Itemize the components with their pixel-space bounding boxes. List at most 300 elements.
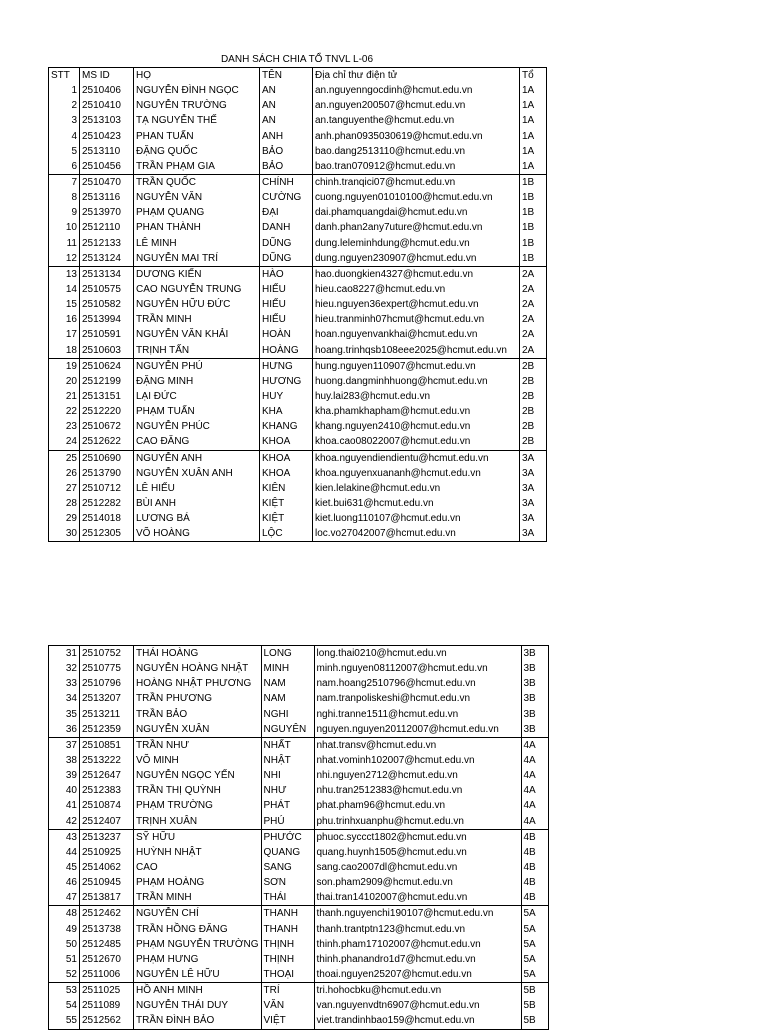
cell-ms-id: 2510945 xyxy=(80,875,134,890)
cell-stt: 51 xyxy=(49,952,80,967)
cell-email: nam.hoang2510796@hcmut.edu.vn xyxy=(314,676,521,691)
cell-ho: TRẦN NHƯ xyxy=(134,737,262,753)
cell-ten: PHÚ xyxy=(261,814,314,830)
cell-stt: 53 xyxy=(49,983,80,999)
cell-ten: ANH xyxy=(260,129,313,144)
cell-ten: THANH xyxy=(261,922,314,937)
cell-ms-id: 2510925 xyxy=(80,845,134,860)
cell-ho: TRẦN ĐÌNH BẢO xyxy=(134,1013,262,1029)
cell-email: viet.trandinhbao159@hcmut.edu.vn xyxy=(314,1013,521,1029)
header-email: Địa chỉ thư điện tử xyxy=(313,68,520,84)
table-row xyxy=(49,174,547,190)
cell-to: 1A xyxy=(520,113,547,128)
cell-ten: DŨNG xyxy=(260,251,313,267)
cell-ms-id: 2513970 xyxy=(80,205,134,220)
cell-ten: LỘC xyxy=(260,526,313,542)
cell-ms-id: 2510874 xyxy=(80,798,134,813)
cell-ten: NHẤT xyxy=(261,737,314,753)
table-row xyxy=(49,691,549,706)
cell-ho: TRẦN HỒNG ĐĂNG xyxy=(134,922,262,937)
cell-ten: SANG xyxy=(261,860,314,875)
cell-email: hoan.nguyenvankhai@hcmut.edu.vn xyxy=(313,327,520,342)
cell-email: kha.phamkhapham@hcmut.edu.vn xyxy=(313,404,520,419)
cell-email: nhat.vominh102007@hcmut.edu.vn xyxy=(314,753,521,768)
cell-ms-id: 2514062 xyxy=(80,860,134,875)
cell-to: 1B xyxy=(520,174,547,190)
cell-ho: PHẠM HOÀNG xyxy=(134,875,262,890)
cell-ten: NAM xyxy=(261,691,314,706)
cell-email: bao.dang2513110@hcmut.edu.vn xyxy=(313,144,520,159)
cell-email: chinh.tranqici07@hcmut.edu.vn xyxy=(313,174,520,190)
table-row xyxy=(49,722,549,738)
cell-email: cuong.nguyen01010100@hcmut.edu.vn xyxy=(313,190,520,205)
cell-ten: HÀO xyxy=(260,266,313,282)
cell-ten: THÁI xyxy=(261,890,314,906)
cell-ho: LẠI ĐỨC xyxy=(134,389,260,404)
cell-ho: PHẠM NGUYỄN TRƯỜNG xyxy=(134,937,262,952)
table-row xyxy=(49,983,549,999)
cell-ten: NGUYÊN xyxy=(261,722,314,738)
table-row xyxy=(49,998,549,1013)
header-ten: TÊN xyxy=(260,68,313,84)
cell-email: nghi.tranne1511@hcmut.edu.vn xyxy=(314,707,521,722)
cell-stt: 29 xyxy=(49,511,80,526)
cell-ho: PHAN TUẤN xyxy=(134,129,260,144)
header-to: Tổ xyxy=(520,68,547,84)
cell-ms-id: 2512562 xyxy=(80,1013,134,1029)
table-row xyxy=(49,374,547,389)
cell-ten: MINH xyxy=(261,661,314,676)
cell-stt: 52 xyxy=(49,967,80,983)
cell-stt: 32 xyxy=(49,661,80,676)
table-row xyxy=(49,753,549,768)
cell-to: 3A xyxy=(520,511,547,526)
cell-ms-id: 2510796 xyxy=(80,676,134,691)
cell-stt: 3 xyxy=(49,113,80,128)
cell-stt: 38 xyxy=(49,753,80,768)
cell-ten: HƯNG xyxy=(260,358,313,374)
cell-ms-id: 2513790 xyxy=(80,466,134,481)
roster-body-page-2 xyxy=(49,646,549,1030)
cell-ms-id: 2512462 xyxy=(80,906,134,922)
table-row xyxy=(49,922,549,937)
cell-ms-id: 2512647 xyxy=(80,768,134,783)
cell-ten: BẢO xyxy=(260,144,313,159)
cell-email: dung.leleminhdung@hcmut.edu.vn xyxy=(313,236,520,251)
cell-ho: NGUYỄN HOÀNG NHẬT xyxy=(134,661,262,676)
table-row xyxy=(49,220,547,235)
cell-ten: QUANG xyxy=(261,845,314,860)
cell-to: 3A xyxy=(520,450,547,466)
cell-email: hoang.trinhqsb108eee2025@hcmut.edu.vn xyxy=(313,343,520,359)
table-row xyxy=(49,251,547,267)
cell-stt: 44 xyxy=(49,845,80,860)
cell-email: khoa.nguyendiendientu@hcmut.edu.vn xyxy=(313,450,520,466)
cell-to: 5A xyxy=(521,937,548,952)
cell-to: 1A xyxy=(520,129,547,144)
cell-stt: 46 xyxy=(49,875,80,890)
cell-ms-id: 2510423 xyxy=(80,129,134,144)
cell-email: thanh.nguyenchi190107@hcmut.edu.vn xyxy=(314,906,521,922)
cell-email: phat.pham96@hcmut.edu.vn xyxy=(314,798,521,813)
cell-email: nguyen.nguyen20112007@hcmut.edu.vn xyxy=(314,722,521,738)
cell-ten: DŨNG xyxy=(260,236,313,251)
table-row xyxy=(49,646,549,662)
cell-email: hung.nguyen110907@hcmut.edu.vn xyxy=(313,358,520,374)
cell-ms-id: 2510712 xyxy=(80,481,134,496)
table-row xyxy=(49,389,547,404)
cell-email: minh.nguyen08112007@hcmut.edu.vn xyxy=(314,661,521,676)
cell-stt: 21 xyxy=(49,389,80,404)
cell-ho: TRẦN QUỐC xyxy=(134,174,260,190)
cell-email: an.nguyenngocdinh@hcmut.edu.vn xyxy=(313,83,520,98)
document-title: DANH SÁCH CHIA TỔ TNVL L-06 xyxy=(220,54,374,65)
cell-ms-id: 2510752 xyxy=(80,646,134,662)
cell-ho: PHẠM HƯNG xyxy=(134,952,262,967)
table-row xyxy=(49,783,549,798)
cell-ms-id: 2510591 xyxy=(80,327,134,342)
table-row xyxy=(49,906,549,922)
cell-email: thai.tran14102007@hcmut.edu.vn xyxy=(314,890,521,906)
cell-stt: 36 xyxy=(49,722,80,738)
cell-email: hieu.cao8227@hcmut.edu.vn xyxy=(313,282,520,297)
cell-ms-id: 2512670 xyxy=(80,952,134,967)
cell-to: 2B xyxy=(520,389,547,404)
cell-ms-id: 2510410 xyxy=(80,98,134,113)
header-stt: STT xyxy=(49,68,80,84)
cell-stt: 18 xyxy=(49,343,80,359)
cell-ten: KIỆT xyxy=(260,511,313,526)
cell-ms-id: 2514018 xyxy=(80,511,134,526)
cell-to: 5A xyxy=(521,906,548,922)
cell-email: phuoc.syccct1802@hcmut.edu.vn xyxy=(314,829,521,845)
cell-email: phu.trinhxuanphu@hcmut.edu.vn xyxy=(314,814,521,830)
cell-ms-id: 2512383 xyxy=(80,783,134,798)
cell-ten: SƠN xyxy=(261,875,314,890)
cell-to: 1A xyxy=(520,144,547,159)
cell-ho: CAO ĐĂNG xyxy=(134,434,260,450)
cell-stt: 34 xyxy=(49,691,80,706)
cell-ho: VÕ MINH xyxy=(134,753,262,768)
cell-ms-id: 2510406 xyxy=(80,83,134,98)
cell-stt: 5 xyxy=(49,144,80,159)
cell-to: 5B xyxy=(521,983,548,999)
cell-ho: BÙI ANH xyxy=(134,496,260,511)
table-row xyxy=(49,312,547,327)
cell-ho: NGUYỄN ANH xyxy=(134,450,260,466)
cell-ms-id: 2512110 xyxy=(80,220,134,235)
table-row xyxy=(49,814,549,830)
cell-stt: 47 xyxy=(49,890,80,906)
cell-email: son.pham2909@hcmut.edu.vn xyxy=(314,875,521,890)
cell-ho: HỒ ANH MINH xyxy=(134,983,262,999)
cell-email: nhat.transv@hcmut.edu.vn xyxy=(314,737,521,753)
cell-email: hieu.nguyen36expert@hcmut.edu.vn xyxy=(313,297,520,312)
cell-stt: 22 xyxy=(49,404,80,419)
cell-to: 3A xyxy=(520,466,547,481)
cell-ho: NGUYỄN PHÚ xyxy=(134,358,260,374)
cell-stt: 30 xyxy=(49,526,80,542)
cell-to: 2A xyxy=(520,297,547,312)
cell-ten: AN xyxy=(260,98,313,113)
cell-to: 2B xyxy=(520,374,547,389)
cell-ms-id: 2512485 xyxy=(80,937,134,952)
cell-ms-id: 2513103 xyxy=(80,113,134,128)
cell-email: thinh.phanandro1d7@hcmut.edu.vn xyxy=(314,952,521,967)
cell-ms-id: 2512622 xyxy=(80,434,134,450)
cell-ms-id: 2510775 xyxy=(80,661,134,676)
cell-ten: ĐẠI xyxy=(260,205,313,220)
cell-ho: LÊ MINH xyxy=(134,236,260,251)
cell-ten: THANH xyxy=(261,906,314,922)
cell-ten: KHOA xyxy=(260,450,313,466)
table-row xyxy=(49,676,549,691)
cell-ten: NHƯ xyxy=(261,783,314,798)
cell-to: 1B xyxy=(520,190,547,205)
cell-email: long.thai0210@hcmut.edu.vn xyxy=(314,646,521,662)
cell-to: 2A xyxy=(520,343,547,359)
cell-ten: CƯỜNG xyxy=(260,190,313,205)
cell-stt: 15 xyxy=(49,297,80,312)
cell-to: 4A xyxy=(521,737,548,753)
cell-stt: 10 xyxy=(49,220,80,235)
cell-ms-id: 2510624 xyxy=(80,358,134,374)
cell-ten: KIÊN xyxy=(260,481,313,496)
cell-ms-id: 2512359 xyxy=(80,722,134,738)
cell-email: danh.phan2any7uture@hcmut.edu.vn xyxy=(313,220,520,235)
cell-stt: 23 xyxy=(49,419,80,434)
cell-email: hieu.tranminh07hcmut@hcmut.edu.vn xyxy=(313,312,520,327)
cell-to: 1A xyxy=(520,98,547,113)
cell-ms-id: 2512282 xyxy=(80,496,134,511)
cell-ho: ĐẶNG MINH xyxy=(134,374,260,389)
cell-stt: 28 xyxy=(49,496,80,511)
cell-ten: HIẾU xyxy=(260,282,313,297)
table-row xyxy=(49,875,549,890)
cell-stt: 7 xyxy=(49,174,80,190)
cell-to: 4A xyxy=(521,783,548,798)
cell-to: 5A xyxy=(521,922,548,937)
cell-ho: PHAN THÀNH xyxy=(134,220,260,235)
cell-ten: CHÍNH xyxy=(260,174,313,190)
cell-stt: 37 xyxy=(49,737,80,753)
cell-ten: KHOA xyxy=(260,434,313,450)
cell-ho: NGUYỄN XUÂN xyxy=(134,722,262,738)
cell-ten: NHI xyxy=(261,768,314,783)
cell-stt: 24 xyxy=(49,434,80,450)
table-row xyxy=(49,481,547,496)
cell-ho: THÁI HOÀNG xyxy=(134,646,262,662)
cell-ten: AN xyxy=(260,113,313,128)
cell-ms-id: 2510690 xyxy=(80,450,134,466)
cell-ten: VĂN xyxy=(261,998,314,1013)
cell-to: 2B xyxy=(520,358,547,374)
cell-stt: 35 xyxy=(49,707,80,722)
cell-ho: DƯƠNG KIẾN xyxy=(134,266,260,282)
cell-ms-id: 2511006 xyxy=(80,967,134,983)
cell-email: thanh.trantptn123@hcmut.edu.vn xyxy=(314,922,521,937)
cell-to: 3B xyxy=(521,691,548,706)
cell-email: khoa.cao08022007@hcmut.edu.vn xyxy=(313,434,520,450)
cell-to: 4B xyxy=(521,875,548,890)
cell-ms-id: 2512305 xyxy=(80,526,134,542)
cell-stt: 6 xyxy=(49,159,80,175)
table-row xyxy=(49,937,549,952)
cell-ms-id: 2513211 xyxy=(80,707,134,722)
cell-ten: BẢO xyxy=(260,159,313,175)
cell-ms-id: 2512407 xyxy=(80,814,134,830)
cell-ms-id: 2513994 xyxy=(80,312,134,327)
cell-to: 2B xyxy=(520,404,547,419)
cell-ho: TẠ NGUYỄN THẾ xyxy=(134,113,260,128)
cell-ten: HIẾU xyxy=(260,312,313,327)
cell-ten: NGHI xyxy=(261,707,314,722)
table-row xyxy=(49,297,547,312)
cell-ms-id: 2513134 xyxy=(80,266,134,282)
cell-ho: TRẦN PHẠM GIA xyxy=(134,159,260,175)
cell-ten: HƯƠNG xyxy=(260,374,313,389)
cell-ten: HOÀN xyxy=(260,327,313,342)
cell-email: thoai.nguyen25207@hcmut.edu.vn xyxy=(314,967,521,983)
table-row xyxy=(49,860,549,875)
header-row xyxy=(49,68,547,84)
table-row xyxy=(49,98,547,113)
table-row xyxy=(49,511,547,526)
cell-to: 5B xyxy=(521,998,548,1013)
table-row xyxy=(49,404,547,419)
cell-to: 4B xyxy=(521,845,548,860)
cell-to: 5A xyxy=(521,967,548,983)
cell-ms-id: 2513237 xyxy=(80,829,134,845)
table-row xyxy=(49,661,549,676)
table-row xyxy=(49,890,549,906)
cell-ten: AN xyxy=(260,83,313,98)
table-row xyxy=(49,113,547,128)
cell-to: 5A xyxy=(521,952,548,967)
table-row xyxy=(49,798,549,813)
cell-ten: KHANG xyxy=(260,419,313,434)
cell-ho: HOÀNG NHẬT PHƯƠNG xyxy=(134,676,262,691)
table-row xyxy=(49,327,547,342)
cell-ms-id: 2513116 xyxy=(80,190,134,205)
cell-ho: NGUYỄN XUÂN ANH xyxy=(134,466,260,481)
cell-ho: CAO xyxy=(134,860,262,875)
cell-to: 2A xyxy=(520,282,547,297)
cell-email: dung.nguyen230907@hcmut.edu.vn xyxy=(313,251,520,267)
cell-ten: HOÀNG xyxy=(260,343,313,359)
cell-email: kiet.luong110107@hcmut.edu.vn xyxy=(313,511,520,526)
cell-ten: PHÁT xyxy=(261,798,314,813)
cell-email: nam.tranpoliskeshi@hcmut.edu.vn xyxy=(314,691,521,706)
cell-stt: 25 xyxy=(49,450,80,466)
cell-ten: THOẠI xyxy=(261,967,314,983)
table-row xyxy=(49,1013,549,1029)
table-row xyxy=(49,83,547,98)
cell-to: 3B xyxy=(521,676,548,691)
cell-stt: 13 xyxy=(49,266,80,282)
cell-ten: NHẬT xyxy=(261,753,314,768)
cell-to: 1B xyxy=(520,220,547,235)
cell-stt: 11 xyxy=(49,236,80,251)
cell-ho: TRỊNH TẤN xyxy=(134,343,260,359)
cell-stt: 27 xyxy=(49,481,80,496)
cell-stt: 20 xyxy=(49,374,80,389)
cell-email: an.nguyen200507@hcmut.edu.vn xyxy=(313,98,520,113)
cell-email: huong.dangminhhuong@hcmut.edu.vn xyxy=(313,374,520,389)
cell-stt: 50 xyxy=(49,937,80,952)
table-row xyxy=(49,845,549,860)
cell-to: 4A xyxy=(521,814,548,830)
cell-ho: HUỲNH NHẬT xyxy=(134,845,262,860)
cell-ms-id: 2510470 xyxy=(80,174,134,190)
cell-ho: NGUYỄN NGỌC YẾN xyxy=(134,768,262,783)
cell-ho: NGUYỄN PHÚC xyxy=(134,419,260,434)
cell-email: sang.cao2007dl@hcmut.edu.vn xyxy=(314,860,521,875)
cell-email: quang.huynh1505@hcmut.edu.vn xyxy=(314,845,521,860)
cell-stt: 12 xyxy=(49,251,80,267)
cell-stt: 40 xyxy=(49,783,80,798)
cell-to: 2A xyxy=(520,266,547,282)
table-row xyxy=(49,952,549,967)
table-row xyxy=(49,466,547,481)
cell-ten: DANH xyxy=(260,220,313,235)
cell-ho: NGUYỄN CHÍ xyxy=(134,906,262,922)
cell-ten: HUY xyxy=(260,389,313,404)
roster-table-page-2 xyxy=(48,645,549,1030)
cell-ten: THỊNH xyxy=(261,937,314,952)
cell-email: kien.lelakine@hcmut.edu.vn xyxy=(313,481,520,496)
cell-ms-id: 2510582 xyxy=(80,297,134,312)
cell-email: tri.hohocbku@hcmut.edu.vn xyxy=(314,983,521,999)
cell-ho: PHẠM QUANG xyxy=(134,205,260,220)
cell-ho: LÊ HIẾU xyxy=(134,481,260,496)
cell-ms-id: 2513738 xyxy=(80,922,134,937)
cell-ho: PHẠM TRƯỜNG xyxy=(134,798,262,813)
cell-ho: TRẦN MINH xyxy=(134,312,260,327)
table-row xyxy=(49,768,549,783)
cell-email: hao.duongkien4327@hcmut.edu.vn xyxy=(313,266,520,282)
table-row xyxy=(49,737,549,753)
table-row xyxy=(49,205,547,220)
cell-stt: 42 xyxy=(49,814,80,830)
cell-stt: 48 xyxy=(49,906,80,922)
cell-to: 2A xyxy=(520,312,547,327)
cell-ten: NAM xyxy=(261,676,314,691)
cell-ten: KHOA xyxy=(260,466,313,481)
cell-email: an.tanguyenthe@hcmut.edu.vn xyxy=(313,113,520,128)
cell-stt: 19 xyxy=(49,358,80,374)
cell-stt: 9 xyxy=(49,205,80,220)
cell-ho: NGUYỄN THÁI DUY xyxy=(134,998,262,1013)
cell-ten: THỊNH xyxy=(261,952,314,967)
cell-ho: TRỊNH XUÂN xyxy=(134,814,262,830)
roster-table-page-1 xyxy=(48,67,547,542)
cell-ten: KHA xyxy=(260,404,313,419)
cell-stt: 8 xyxy=(49,190,80,205)
cell-to: 1A xyxy=(520,159,547,175)
cell-ms-id: 2513124 xyxy=(80,251,134,267)
cell-ho: VÕ HOÀNG xyxy=(134,526,260,542)
cell-ms-id: 2510575 xyxy=(80,282,134,297)
table-row xyxy=(49,144,547,159)
cell-to: 3A xyxy=(520,496,547,511)
cell-email: kiet.bui631@hcmut.edu.vn xyxy=(313,496,520,511)
cell-ms-id: 2513207 xyxy=(80,691,134,706)
cell-to: 4A xyxy=(521,753,548,768)
table-row xyxy=(49,450,547,466)
table-row xyxy=(49,419,547,434)
cell-ho: NGUYỄN MAI TRÍ xyxy=(134,251,260,267)
